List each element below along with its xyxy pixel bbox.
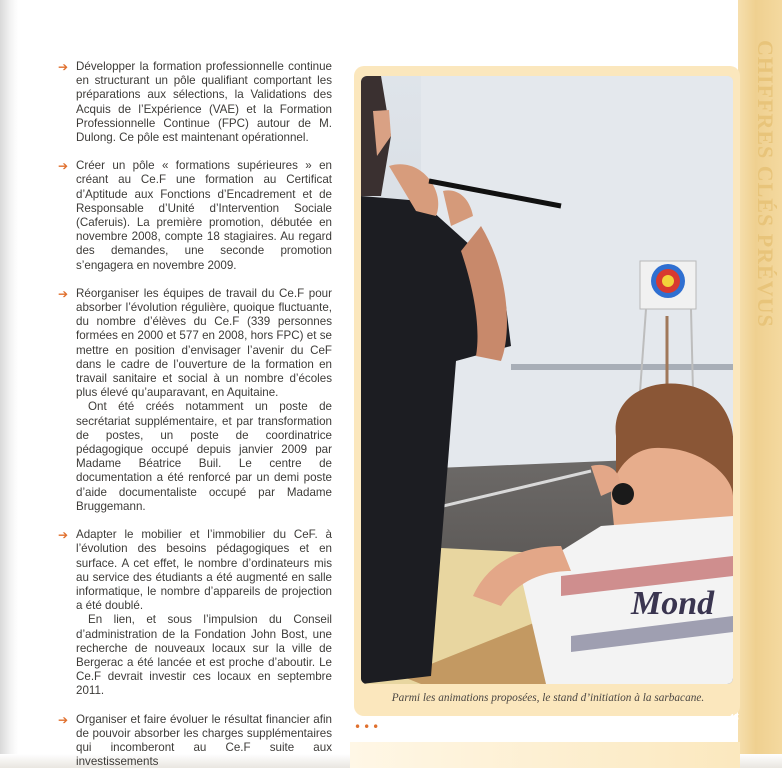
blowgun-photo bbox=[361, 76, 733, 684]
section-tab-strip bbox=[738, 0, 782, 768]
bullet-item bbox=[60, 713, 332, 770]
shirt-text: Mond bbox=[631, 585, 715, 622]
arrow-bullet-icon: ➔ bbox=[58, 60, 69, 74]
bullet-sub-paragraph: En lien, et sous l’impulsion du Conseil d’administration de la Fondation John Bost, une recherche de nouveaux locaux sur la ville de Bergerac a été lancée et est proche d’aboutir. Le Ce.F devrait investir ces locaux en septembre 2011. bbox=[76, 613, 332, 698]
bullet-paragraph: Développer la formation professionnelle continue en structurant un pôle qualifiant comportant les préparations aux sélections, la Validations des Acquis de l’Expérience (VAE) et la Formation Professionnelle Continue (FPC) autour de M. Dulong. Ce pôle est maintenant opérationnel. bbox=[76, 60, 332, 145]
arrow-bullet-icon: ➔ bbox=[58, 159, 69, 174]
arrow-bullet-icon: ➔ bbox=[58, 528, 69, 543]
photo-caption: Parmi les animations proposées, le stand d’initiation à la sarbacane. bbox=[391, 692, 705, 704]
bullet-item bbox=[60, 159, 332, 273]
section-tab-label: CHIFFRES CLÉS PRÉVUS bbox=[753, 40, 778, 328]
arrow-bullet-icon: ➔ bbox=[58, 286, 69, 301]
bullet-sub-paragraph: Ont été créés notamment un poste de secrétariat supplémentaire, et par transformation de postes, un poste de coordinatrice pédagogique occupé depuis janvier 2009 par Madame Béatrice Buil. Le centre de documentation a été renforcé par un demi poste d’aide documentaliste occupé par Madame Bruggemann. bbox=[76, 400, 332, 513]
bullet-paragraph: Créer un pôle « formations supérieures » en créant au Ce.F une formation au Certificat d’Aptitude aux Fonctions d’Encadrement et de Responsable d’Unité d’Intervention Sociale (Caferuis). La première promotion, débutée en novembre 2008, compte 18 stagiaires. Au regard des demandes, une seconde promotion s’engagera en novembre 2009. bbox=[76, 159, 332, 272]
bullet-item bbox=[60, 287, 332, 514]
footer-band bbox=[350, 742, 740, 768]
bullet-paragraph: Réorganiser les équipes de travail du Ce.F pour absorber l’évolution régulière, quoique fluctuante, du nombre d’élèves du Ce.F (339 personnes formées en 2000 et 577 en 2008, hors FPC) et se mettre en position d’envisager l’avenir du CeF dans le cadre de l’ouverture de la formation en travail sanitaire et social à un nombre d’écoles plus élevé qu’auparavant, en Aquitaine. bbox=[76, 286, 332, 400]
bullet-paragraph: Organiser et faire évoluer le résultat financier afin de pouvoir absorber les charges supplémentaires qui incomberont au Ce.F suite aux investissements bbox=[76, 712, 332, 769]
bullet-item bbox=[60, 60, 332, 145]
page-left-edge bbox=[0, 0, 18, 768]
bullet-item bbox=[60, 528, 332, 698]
page-number: 45 bbox=[728, 712, 739, 724]
bullet-paragraph: Adapter le mobilier et l’immobilier du CeF. à l’évolution des besoins pédagogiques et en surface. A cet effet, le nombre d’ordinateurs mis au service des étudiants a été augmenté en salle informatique, le nombre d’appareils de projection a été doublé. bbox=[76, 528, 332, 613]
photo-illustration bbox=[361, 76, 733, 684]
decorative-dots: ••• bbox=[354, 720, 382, 734]
arrow-bullet-icon: ➔ bbox=[58, 712, 69, 727]
body-text-column bbox=[60, 60, 332, 783]
